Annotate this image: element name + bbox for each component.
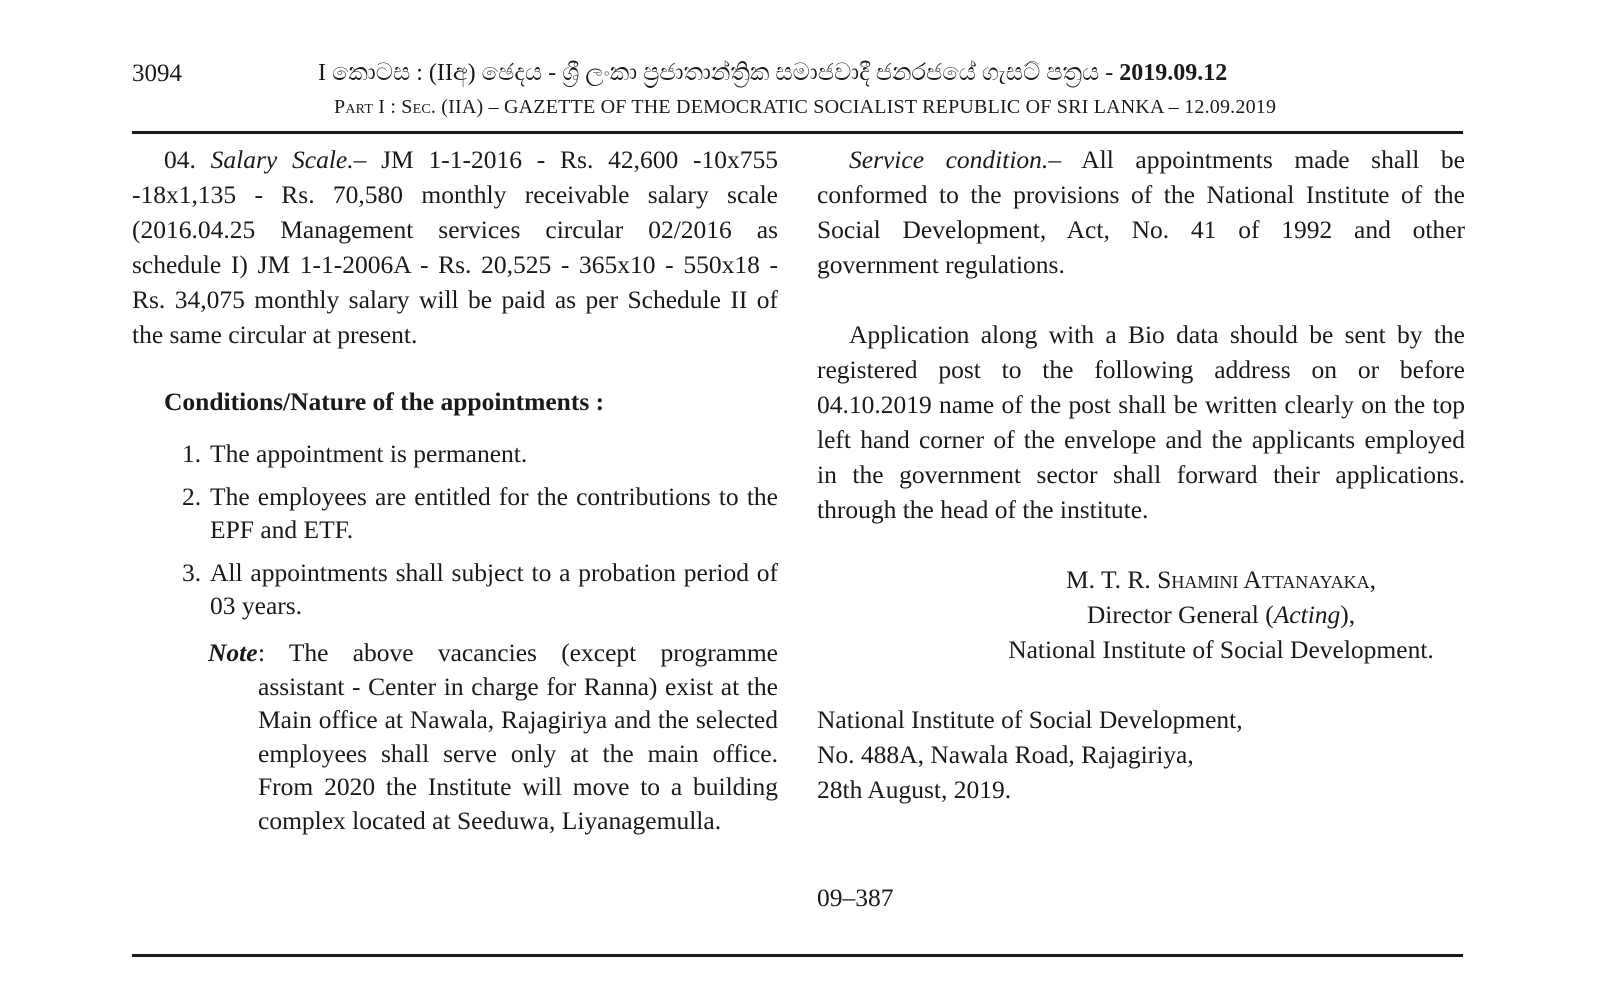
service-condition-dash: –: [1048, 145, 1062, 174]
condition-number: 2.: [182, 482, 202, 511]
salary-dash: –: [353, 145, 367, 174]
condition-text: The employees are entitled for the contributions to the EPF and ETF.: [210, 482, 778, 544]
english-gazette-title: Part I : Sec. (IIA) – GAZETTE OF THE DEMOCRATIC SOCIALIST REPUBLIC OF SRI LANKA – 12.09.2019: [334, 96, 1277, 118]
signatory-title-prefix: Director General (: [1086, 600, 1274, 629]
salary-scale-paragraph: [132, 142, 778, 352]
condition-number: 3.: [182, 558, 202, 587]
salary-scale-label: Salary Scale.: [210, 145, 354, 174]
service-condition-label: Service condition.: [849, 145, 1049, 174]
condition-text: All appointments shall subject to a probation period of 03 years.: [210, 558, 778, 620]
conditions-heading: Conditions/Nature of the appointments :: [164, 387, 605, 416]
salary-scale-text: JM 1-1-2016 - Rs. 42,600 -10x755 -18x1,135 - Rs. 70,580 monthly receivable salary scale (2016.04.25 Management services circular 02/2016 as schedule I) JM 1-1-2006A - Rs. 20,525 - 365x10 - 550x18 - Rs. 34,075 monthly salary will be paid as per Schedule II of the same circular at present.: [132, 145, 778, 349]
signatory-name: M. T. R. Shamini Attanayaka,: [1066, 565, 1376, 594]
sinhala-gazette-title: [318, 60, 1418, 87]
condition-item: [132, 437, 778, 470]
note-paragraph: [132, 636, 778, 837]
condition-item: [132, 480, 778, 546]
reference-code: 09–387: [817, 883, 894, 912]
conditions-list: [132, 437, 778, 622]
address-line-1: National Institute of Social Development,: [817, 705, 1243, 734]
note-text: : The above vacancies (except programme assistant - Center in charge for Ranna) exist at the Main office at Nawala, Rajagiriya and the selected employees shall serve only at the main office. From 2020 the Institute will move to a building complex located at Seeduwa, Liyanagemulla.: [258, 638, 778, 835]
signatory-title: [977, 597, 1465, 632]
salary-section-number: 04.: [164, 145, 196, 174]
signature-block: [817, 562, 1465, 667]
left-column: [132, 142, 778, 837]
signatory-title-acting: Acting: [1273, 600, 1341, 629]
address-block: [817, 702, 1465, 807]
condition-number: 1.: [182, 439, 202, 468]
page-number: 3094: [132, 60, 182, 87]
condition-text: The appointment is permanent.: [210, 439, 528, 468]
address-line-2: No. 488A, Nawala Road, Rajagiriya,: [817, 740, 1194, 769]
address-date: 28th August, 2019.: [817, 775, 1012, 804]
signatory-institute: National Institute of Social Development.: [1008, 635, 1434, 664]
note-label: Note: [208, 638, 258, 667]
service-condition-paragraph: [817, 142, 1465, 282]
right-column: [817, 142, 1465, 807]
service-condition-text: All appointments made shall be conformed to the provisions of the National Institute of the Social Development, Act, No. 41 of 1992 and other government regulations.: [817, 145, 1465, 279]
header-divider: [132, 131, 1463, 134]
footer-divider: [132, 954, 1463, 957]
sinhala-title-date: 2019.09.12: [1119, 60, 1228, 86]
signatory-title-suffix: ),: [1340, 600, 1356, 629]
condition-item: [132, 556, 778, 622]
application-paragraph: Application along with a Bio data should be sent by the registered post to the following address on or before 04.10.2019 name of the post shall be written clearly on the top left hand corner of the envelope and the applicants employed in the government sector shall forward their applications. through the head of the institute.: [817, 320, 1465, 524]
sinhala-title-text: I කොටස : (IIඅ) ඡෙදය - ශ්‍රී ලංකා ප්‍රජාතාන්ත්‍රික සමාජවාදී ජනරජයේ ගැසට් පත්‍රය -: [318, 60, 1114, 86]
